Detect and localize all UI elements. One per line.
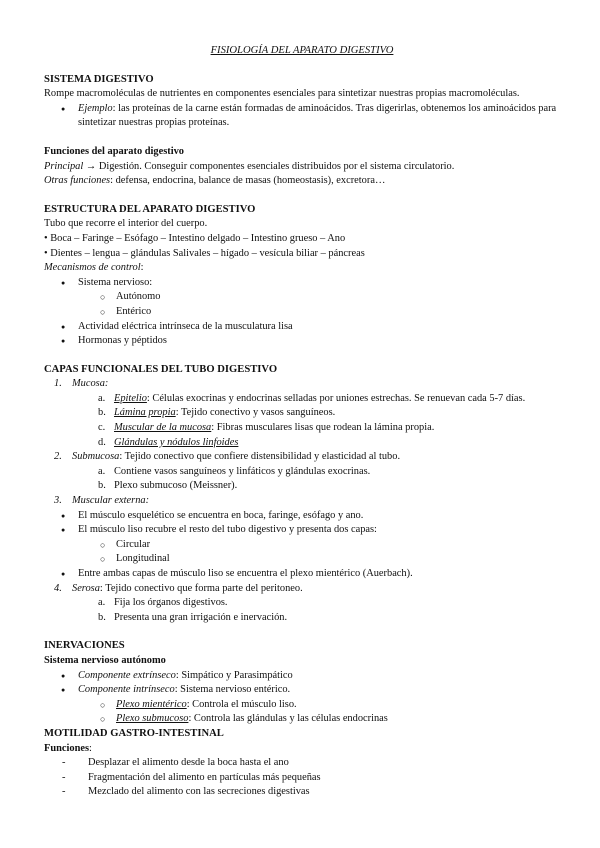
definition: : Controla las glándulas y las células endocrinas	[188, 713, 388, 725]
serosa-label: Serosa	[72, 582, 100, 594]
lettered-item	[44, 596, 560, 611]
otras-label: Otras funciones	[44, 175, 111, 187]
otras-text: : defensa, endocrina, balance de masas (homeostasis), excretora…	[110, 175, 386, 187]
definition: : Células exocrinas y endocrinas selladas por uniones estrechas. Se renuevan cada 5-7 días.	[146, 392, 526, 404]
letter-marker: c.	[98, 422, 106, 434]
definition: : Tejido conectivo que forma parte del peritoneo.	[99, 582, 303, 594]
sub-bullet-item	[44, 712, 560, 727]
section-heading: CAPAS FUNCIONALES DEL TUBO DIGESTIVO	[44, 363, 278, 375]
number-marker: 2.	[54, 451, 62, 463]
paragraph	[44, 174, 560, 189]
term: Glándulas y nódulos linfoides	[114, 436, 239, 448]
control-label: Mecanismos de control	[44, 262, 141, 274]
section-capas	[44, 363, 560, 626]
bullet-item: ● Sistema nervioso:	[44, 276, 560, 291]
term: Componente extrínseco	[78, 669, 176, 681]
principal-label: Principal	[44, 160, 84, 172]
lettered-item	[44, 392, 560, 407]
section-heading: INERVACIONES	[44, 640, 125, 652]
lettered-item	[44, 421, 560, 436]
paragraph	[44, 160, 560, 175]
sub-bullet-item: ○ Circular	[44, 538, 560, 553]
submucosa-label: Submucosa	[72, 451, 120, 463]
numbered-item	[44, 582, 560, 597]
definition: : Fibras musculares lisas que rodean la lámina propia.	[211, 422, 435, 434]
item-text: Plexo submucoso (Meissner).	[114, 480, 238, 492]
term: Muscular de la mucosa	[114, 422, 212, 434]
section-estructura	[44, 203, 560, 349]
number-marker: 1.	[54, 378, 62, 390]
bullet-item: ● Entre ambas capas de músculo liso se encuentra el plexo mientérico (Auerbach).	[44, 567, 560, 582]
example-text: : las proteínas de la carne están formadas de aminoácidos. Tras digerirlas, obtenemos los aminoácidos para sintetizar nuestras propias proteínas.	[78, 102, 557, 129]
paragraph: • Dientes – lengua – glándulas Salivales – hígado – vesícula biliar – páncreas	[44, 247, 365, 259]
principal-text: → Digestión. Conseguir componentes esenciales distribuidos por el sistema circulatorio.	[83, 160, 455, 172]
bullet-item: ● El músculo esquelético se encuentra en boca, faringe, esófago y ano.	[44, 509, 560, 524]
mucosa-label: Mucosa	[72, 378, 105, 390]
letter-marker: b.	[98, 480, 106, 492]
example-label: Ejemplo	[78, 102, 113, 114]
bullet-item	[44, 683, 560, 698]
paragraph	[44, 261, 560, 276]
muscular-externa-label: Muscular externa	[72, 495, 146, 507]
dash-item: - Fragmentación del alimento en partículas más pequeñas	[44, 771, 560, 786]
numbered-item	[44, 450, 560, 465]
item-text: Presenta una gran irrigación e inervación.	[114, 611, 288, 623]
bullet-item	[44, 669, 560, 684]
paragraph	[44, 742, 560, 757]
paragraph: Tubo que recorre el interior del cuerpo.	[44, 218, 208, 230]
term: Componente intrínseco	[78, 684, 175, 696]
number-marker: 4.	[54, 582, 62, 594]
subsection-heading: Funciones del aparato digestivo	[44, 145, 184, 157]
letter-marker: b.	[98, 407, 106, 419]
sub-bullet-item: ○ Entérico	[44, 305, 560, 320]
definition: : Tejido conectivo que confiere distensibilidad y elasticidad al tubo.	[119, 451, 401, 463]
definition: : Simpático y Parasimpático	[175, 669, 293, 681]
letter-marker: d.	[98, 436, 106, 448]
definition: : Tejido conectivo y vasos sanguíneos.	[175, 407, 336, 419]
bullet-item: ● Hormonas y péptidos	[44, 334, 560, 349]
bullet-item	[44, 102, 560, 131]
funciones-label: Funciones	[44, 742, 90, 754]
sub-bullet-item: ○ Longitudinal	[44, 552, 560, 567]
number-marker: 3.	[54, 495, 62, 507]
term: Plexo mientérico	[116, 698, 187, 710]
letter-marker: b.	[98, 611, 106, 623]
lettered-item	[44, 479, 560, 494]
letter-marker: a.	[98, 392, 106, 404]
paragraph: • Boca – Faringe – Esófago – Intestino delgado – Intestino grueso – Ano	[44, 232, 346, 244]
bullet-item: ● Actividad eléctrica intrínseca de la musculatura lisa	[44, 320, 560, 335]
sub-bullet-item	[44, 698, 560, 713]
lettered-item	[44, 465, 560, 480]
lettered-item	[44, 436, 560, 451]
dash-item: - Desplazar el alimento desde la boca hasta el ano	[44, 756, 560, 771]
section-heading: SISTEMA DIGESTIVO	[44, 73, 154, 85]
section-heading: ESTRUCTURA DEL APARATO DIGESTIVO	[44, 203, 256, 215]
subsection-heading: Sistema nervioso autónomo	[44, 654, 166, 666]
letter-marker: a.	[98, 465, 106, 477]
item-text: Contiene vasos sanguíneos y linfáticos y glándulas exocrinas.	[114, 465, 371, 477]
section-funciones	[44, 145, 560, 189]
lettered-item	[44, 611, 560, 626]
term: Plexo submucoso	[116, 713, 189, 725]
item-text: Fija los órganos digestivos.	[114, 597, 228, 609]
section-heading: MOTILIDAD GASTRO-INTESTINAL	[44, 727, 224, 739]
section-motilidad	[44, 727, 560, 800]
definition: : Controla el músculo liso.	[186, 698, 297, 710]
colon: :	[89, 742, 92, 754]
document-title: FISIOLOGÍA DEL APARATO DIGESTIVO	[210, 45, 394, 56]
colon: :	[140, 262, 144, 274]
bullet-item: ● El músculo liso recubre el resto del tubo digestivo y presenta dos capas:	[44, 523, 560, 538]
numbered-item: 1. Mucosa:	[44, 377, 560, 392]
definition: : Sistema nervioso entérico.	[174, 684, 291, 696]
section-sistema-digestivo	[44, 73, 560, 131]
letter-marker: a.	[98, 597, 106, 609]
term: Lámina propia	[114, 407, 176, 419]
numbered-item: 3. Muscular externa:	[44, 494, 560, 509]
term: Epitelio	[114, 392, 147, 404]
sub-bullet-item: ○ Autónomo	[44, 290, 560, 305]
lettered-item	[44, 406, 560, 421]
section-inervaciones	[44, 639, 560, 727]
dash-item: - Mezclado del alimento con las secreciones digestivas	[44, 785, 560, 800]
paragraph: Rompe macromoléculas de nutrientes en componentes esenciales para sintetizar nuestras propias macromoléculas.	[44, 88, 520, 100]
